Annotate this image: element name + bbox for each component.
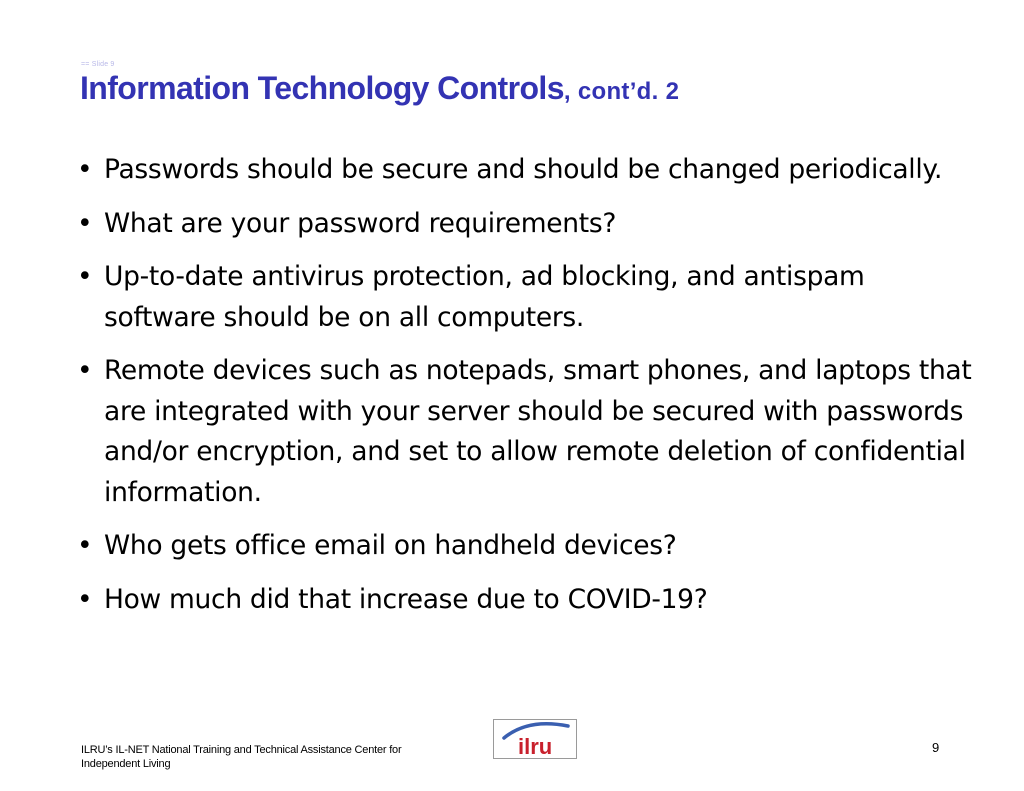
bullet-item	[75, 351, 975, 513]
bullet-item	[75, 580, 975, 621]
bullet-dot-icon: •	[77, 154, 93, 185]
page-number: 9	[932, 740, 940, 755]
slide-marker: == Slide 9	[81, 61, 115, 68]
title-subtitle: , cont’d. 2	[563, 78, 680, 105]
footer-org-line1: ILRU’s IL-NET National Training and Technical Assistance Center for	[81, 744, 402, 756]
bullet-dot-icon: •	[77, 207, 93, 239]
bullet-dot-icon: •	[77, 530, 93, 561]
bullet-dot-icon: •	[77, 355, 93, 386]
ilru-logo	[493, 719, 577, 759]
bullet-text: How much did that increase due to COVID-19?	[104, 583, 708, 615]
bullet-item	[75, 150, 975, 191]
bullet-text: What are your password requirements?	[104, 207, 617, 239]
bullet-item	[75, 204, 975, 245]
bullet-text: Remote devices such as notepads, smart phones, and laptops that are integrated with your server should be secured with passwords and/or encryption, and set to allow remote deletion of confidential information.	[104, 355, 972, 508]
bullet-item	[75, 526, 975, 567]
bullet-list	[75, 150, 975, 633]
footer-organization	[81, 743, 401, 771]
bullet-text: Who gets office email on handheld devices?	[104, 530, 677, 561]
page-title	[80, 70, 679, 107]
footer-org-line2: Independent Living	[81, 758, 171, 770]
bullet-dot-icon: •	[77, 261, 93, 292]
bullet-item	[75, 257, 975, 338]
bullet-text: Up-to-date antivirus protection, ad blocking, and antispam software should be on all computers.	[104, 261, 865, 333]
logo-text: ilru	[518, 734, 553, 758]
ilru-logo-icon	[494, 720, 576, 758]
bullet-text: Passwords should be secure and should be changed periodically.	[104, 154, 943, 185]
title-main: Information Technology Controls	[80, 70, 564, 106]
bullet-dot-icon: •	[77, 583, 93, 615]
